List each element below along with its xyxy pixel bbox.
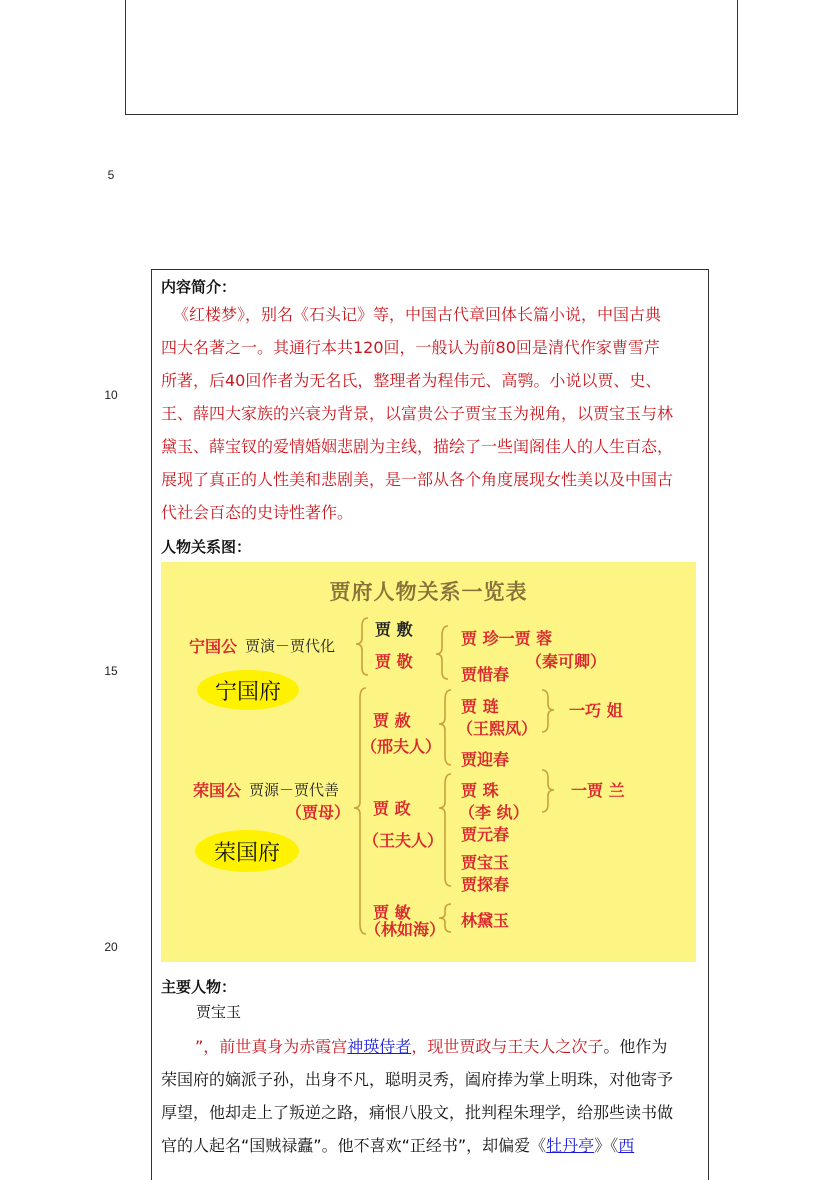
person-jia-she: 贾 赦 (373, 711, 411, 730)
character-line: 厚望，他却走上了叛逆之路，痛恨八股文，批判程朱理学，给那些读书做 (161, 1103, 674, 1122)
chart-title: 贾府人物关系一览表 (329, 579, 528, 604)
person-jia-xichun: 贾惜春 (461, 665, 510, 684)
previous-page-box (125, 0, 738, 115)
character-line: 官的人起名“国贼禄蠹”。他不喜欢“正经书”，却偏爱《牡丹亭》《西 (161, 1136, 635, 1155)
family-tree-chart (161, 562, 696, 962)
character-name: 贾宝玉 (196, 1003, 242, 1021)
person-jia-mu: （贾母） (286, 803, 351, 822)
ningguo-fu-ellipse: 宁国府 (197, 670, 299, 710)
intro-heading: 内容简介： (161, 278, 237, 296)
person-jia-tanchun: 贾探春 (461, 875, 510, 894)
character-line: ”，前世真身为赤霞宫神瑛侍者，现世贾政与王夫人之次子。他作为 (195, 1037, 668, 1056)
xixiangji-link[interactable]: 西 (618, 1136, 635, 1155)
person-wang-furen: （王夫人） (363, 831, 444, 850)
ningguo-gong-label: 宁国公 (189, 637, 238, 656)
intro-line: 黛玉、薛宝钗的爱情婚姻悲剧为主线，描绘了一些闺阁佳人的人生百态， (161, 437, 674, 456)
shenying-link[interactable]: 神瑛侍者 (347, 1037, 412, 1056)
intro-paragraph (161, 298, 698, 529)
person-jia-baoyu: 贾宝玉 (461, 853, 510, 872)
intro-line: 展现了真正的人性美和悲剧美，是一部从各个角度展现女性美以及中国古 (161, 470, 674, 489)
person-jia-zhu: 贾 珠 (461, 781, 499, 800)
rongguo-lineage: 贾源－贾代善 (249, 781, 340, 799)
intro-line: 王、薛四大家族的兴衰为背景，以富贵公子贾宝玉为视角，以贾宝玉与林 (161, 404, 674, 423)
relation-heading: 人物关系图： (161, 538, 252, 556)
intro-line: 所著，后40回作者为无名氏，整理者为程伟元、高鹗。小说以贾、史、 (161, 371, 662, 390)
person-jia-lian: 贾 琏 (461, 697, 499, 716)
person-qin-keqing: （秦可卿） (526, 652, 607, 671)
rongguo-fu-ellipse: 荣国府 (195, 830, 299, 872)
person-jia-zhen: 贾 珍一贾 蓉 (461, 629, 553, 648)
person-jia-lan: 一贾 兰 (571, 781, 625, 800)
line-number: 5 (107, 168, 115, 182)
person-wang-xifeng: （王熙凤） (457, 719, 538, 738)
person-xing-furen: （邢夫人） (361, 737, 442, 756)
mudanting-link[interactable]: 牡丹亭 (546, 1136, 595, 1155)
person-jia-yingchun: 贾迎春 (461, 750, 510, 769)
ningguo-lineage: 贾演－贾代化 (245, 637, 336, 655)
person-lin-daiyu: 林黛玉 (461, 911, 510, 930)
intro-line: 代社会百态的史诗性著作。 (161, 503, 354, 522)
person-lin-ruhai: （林如海） (365, 920, 446, 939)
tree-brackets (161, 562, 696, 962)
character-line: 荣国府的嫡派子孙，出身不凡，聪明灵秀，阖府捧为掌上明珠，对他寄予 (161, 1070, 674, 1089)
character-paragraph (161, 1030, 698, 1162)
intro-line: 《红楼梦》，别名《石头记》等，中国古代章回体长篇小说，中国古典 (173, 305, 662, 324)
person-qiaojie: 一巧 姐 (569, 701, 623, 720)
person-li-wan: （李 纨） (459, 803, 529, 822)
person-jia-zheng: 贾 政 (373, 799, 411, 818)
person-jia-min: 贾 敏 (373, 903, 411, 922)
line-number: 15 (104, 664, 118, 678)
person-jia-fu: 贾 敷 (375, 620, 413, 639)
person-jia-yuanchun: 贾元春 (461, 825, 510, 844)
line-number: 20 (104, 940, 118, 954)
person-jia-jing: 贾 敬 (375, 652, 413, 671)
line-number: 10 (104, 388, 118, 402)
rongguo-gong-label: 荣国公 (193, 781, 242, 800)
intro-line: 四大名著之一。其通行本共120回，一般认为前80回是清代作家曹雪芹 (161, 338, 660, 357)
main-characters-heading: 主要人物： (161, 978, 237, 996)
